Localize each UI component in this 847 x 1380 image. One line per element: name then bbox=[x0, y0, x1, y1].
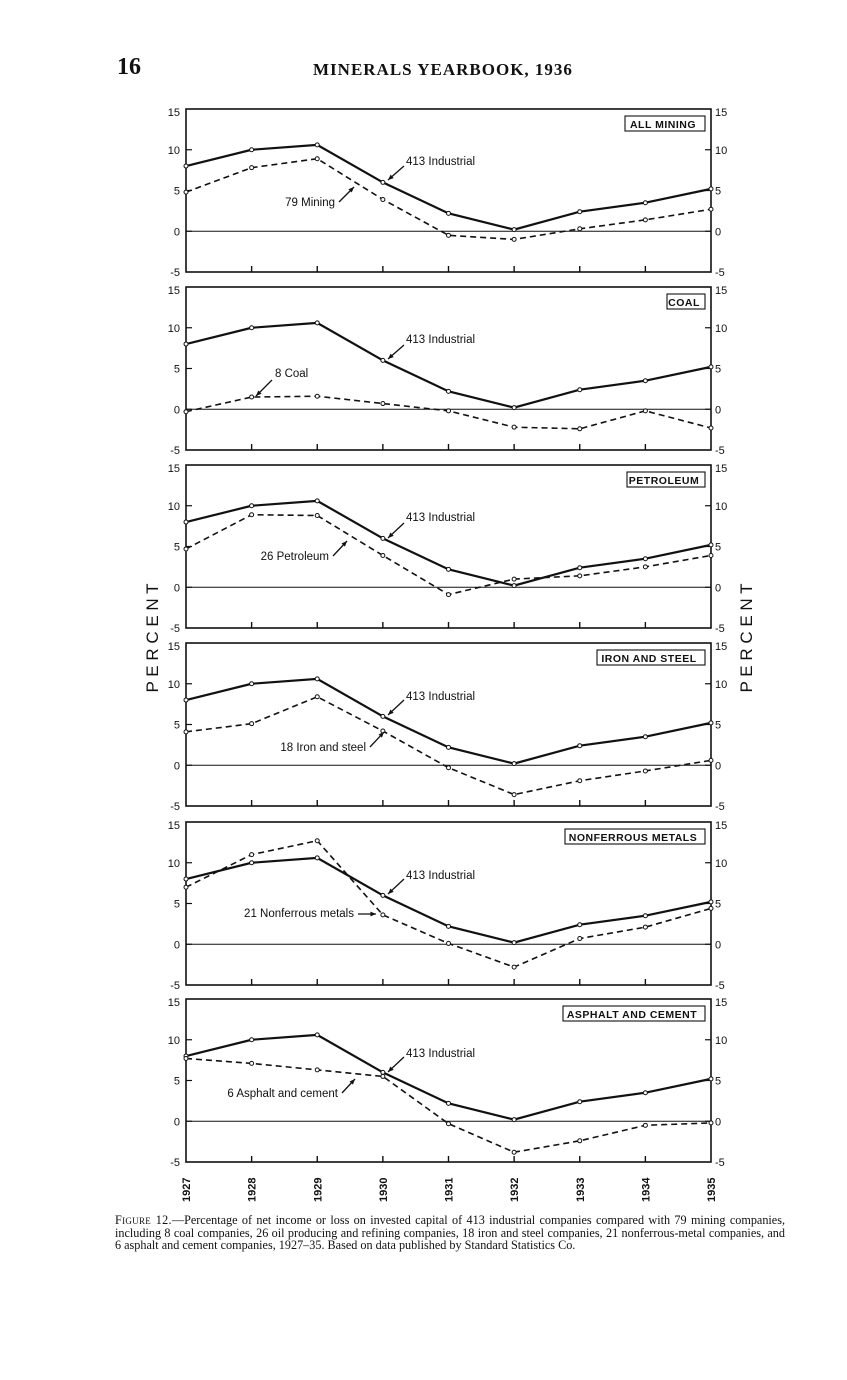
data-point bbox=[643, 201, 647, 205]
data-point bbox=[447, 409, 451, 413]
data-point bbox=[184, 410, 188, 414]
data-point bbox=[315, 394, 319, 398]
data-point bbox=[381, 553, 385, 557]
data-point bbox=[643, 409, 647, 413]
y-tick-label-right: -5 bbox=[715, 801, 725, 813]
y-tick-label-left: 0 bbox=[173, 582, 180, 595]
panel-frame bbox=[186, 287, 711, 450]
data-point bbox=[184, 885, 188, 889]
data-point bbox=[381, 197, 385, 201]
y-tick-label-left: -5 bbox=[170, 801, 180, 813]
y-tick-label-right: 0 bbox=[715, 760, 722, 773]
data-point bbox=[315, 499, 319, 503]
data-point bbox=[250, 148, 254, 152]
data-point bbox=[447, 593, 451, 597]
data-point bbox=[512, 762, 516, 766]
y-tick-label-right: 10 bbox=[715, 500, 728, 513]
chart-panel bbox=[168, 107, 728, 279]
data-point bbox=[643, 914, 647, 918]
y-tick-label-right: 0 bbox=[715, 582, 722, 595]
y-tick-label-left: 10 bbox=[167, 144, 180, 157]
data-point bbox=[447, 766, 451, 770]
data-point bbox=[447, 745, 451, 749]
data-point bbox=[643, 769, 647, 773]
y-tick-label-left: 5 bbox=[173, 1075, 180, 1088]
data-point bbox=[315, 157, 319, 161]
data-point bbox=[578, 210, 582, 214]
panel-frame bbox=[186, 465, 711, 628]
data-point bbox=[381, 1074, 385, 1078]
data-point bbox=[578, 427, 582, 431]
data-point bbox=[381, 893, 385, 897]
data-point bbox=[578, 566, 582, 570]
data-point bbox=[512, 425, 516, 429]
data-point bbox=[709, 906, 713, 910]
data-point bbox=[250, 722, 254, 726]
data-point bbox=[643, 379, 647, 383]
data-point bbox=[578, 388, 582, 392]
y-axis-label-left: P E R C E N T bbox=[143, 583, 162, 693]
data-point bbox=[250, 1061, 254, 1065]
annotation-arrow-head bbox=[370, 912, 376, 917]
data-point bbox=[512, 1118, 516, 1122]
y-tick-label-right: 10 bbox=[715, 144, 728, 157]
y-tick-label-left: 10 bbox=[167, 857, 180, 870]
y-tick-label-left: 15 bbox=[167, 820, 180, 832]
data-point bbox=[184, 1056, 188, 1060]
y-tick-label-right: 5 bbox=[715, 898, 722, 911]
series-label-comparison: 79 Mining bbox=[285, 197, 335, 209]
data-point bbox=[184, 730, 188, 734]
data-point bbox=[643, 218, 647, 222]
series-label-industrial: 413 Industrial bbox=[406, 1048, 476, 1060]
y-tick-label-right: -5 bbox=[715, 1157, 725, 1169]
data-point bbox=[512, 584, 516, 588]
x-tick-label: 1935 bbox=[706, 1177, 718, 1202]
y-tick-label-right: 0 bbox=[715, 1116, 722, 1129]
chart-panel bbox=[168, 285, 728, 457]
y-tick-label-left: -5 bbox=[170, 980, 180, 992]
data-point bbox=[315, 695, 319, 699]
y-tick-label-left: 15 bbox=[167, 463, 180, 475]
y-tick-label-right: 15 bbox=[715, 820, 728, 832]
x-tick-label: 1932 bbox=[509, 1177, 522, 1202]
y-tick-label-right: 0 bbox=[715, 226, 722, 239]
y-tick-label-right: 5 bbox=[715, 541, 722, 554]
data-point bbox=[250, 504, 254, 508]
y-tick-label-right: 15 bbox=[715, 463, 728, 475]
y-tick-label-right: -5 bbox=[715, 623, 725, 635]
x-tick-label: 1933 bbox=[574, 1177, 587, 1202]
y-tick-label-right: 10 bbox=[715, 1034, 728, 1047]
x-tick-label: 1928 bbox=[246, 1177, 259, 1202]
data-point bbox=[250, 853, 254, 857]
y-tick-label-right: -5 bbox=[715, 980, 725, 992]
data-point bbox=[578, 923, 582, 927]
data-point bbox=[512, 965, 516, 969]
data-point bbox=[512, 237, 516, 241]
series-label-industrial: 413 Industrial bbox=[406, 870, 476, 882]
data-point bbox=[447, 1101, 451, 1105]
series-label-comparison: 6 Asphalt and cement bbox=[227, 1088, 338, 1100]
page-number: 16 bbox=[117, 54, 141, 80]
y-tick-label-left: 0 bbox=[173, 1116, 180, 1129]
data-point bbox=[315, 856, 319, 860]
y-tick-label-left: -5 bbox=[170, 1157, 180, 1169]
y-tick-label-right: -5 bbox=[715, 445, 725, 457]
data-point bbox=[512, 1150, 516, 1154]
data-point bbox=[315, 677, 319, 681]
y-tick-label-right: 5 bbox=[715, 363, 722, 376]
data-point bbox=[315, 143, 319, 147]
y-tick-label-left: 5 bbox=[173, 719, 180, 732]
y-axis-label-right: P E R C E N T bbox=[737, 583, 756, 693]
panel-title: IRON AND STEEL bbox=[601, 653, 697, 665]
data-point bbox=[447, 567, 451, 571]
data-point bbox=[381, 913, 385, 917]
data-point bbox=[381, 536, 385, 540]
data-point bbox=[709, 758, 713, 762]
data-point bbox=[643, 925, 647, 929]
series-label-industrial: 413 Industrial bbox=[406, 334, 476, 346]
y-tick-label-left: 15 bbox=[167, 641, 180, 653]
data-point bbox=[512, 228, 516, 232]
data-point bbox=[250, 682, 254, 686]
y-tick-label-left: 0 bbox=[173, 404, 180, 417]
chart-panel bbox=[168, 997, 728, 1202]
data-point bbox=[184, 190, 188, 194]
panel-frame bbox=[186, 643, 711, 806]
data-point bbox=[250, 326, 254, 330]
panel-frame bbox=[186, 109, 711, 272]
caption-text: —Percentage of net income or loss on invested capital of 413 industrial companies compared with 79 mining companies, including 8 coal companies, 26 oil producing and refining companies, 18 iron and steel companies, 21 nonferrous-metal companies, and 6 asphalt and cement companies, 1927–35. Based on data published by Standard Statistics Co. bbox=[115, 1213, 785, 1252]
data-point bbox=[709, 721, 713, 725]
data-point bbox=[512, 577, 516, 581]
panel-frame bbox=[186, 822, 711, 985]
data-point bbox=[578, 574, 582, 578]
data-point bbox=[709, 1121, 713, 1125]
y-tick-label-left: 10 bbox=[167, 500, 180, 513]
y-tick-label-left: 5 bbox=[173, 363, 180, 376]
panel-title: COAL bbox=[668, 297, 700, 309]
caption-label: Figure 12. bbox=[115, 1213, 172, 1227]
data-point bbox=[709, 426, 713, 430]
data-point bbox=[709, 187, 713, 191]
panel-title: PETROLEUM bbox=[628, 475, 700, 487]
data-point bbox=[184, 698, 188, 702]
data-point bbox=[447, 924, 451, 928]
data-point bbox=[643, 557, 647, 561]
panel-title: ALL MINING bbox=[629, 119, 697, 131]
y-tick-label-left: 0 bbox=[173, 226, 180, 239]
y-tick-label-left: 15 bbox=[167, 107, 180, 119]
data-point bbox=[315, 514, 319, 518]
data-point bbox=[709, 1077, 713, 1081]
y-tick-label-right: 15 bbox=[715, 997, 728, 1009]
data-point bbox=[315, 321, 319, 325]
data-point bbox=[381, 358, 385, 362]
data-point bbox=[709, 365, 713, 369]
panel-frame bbox=[186, 999, 711, 1162]
y-tick-label-left: 5 bbox=[173, 185, 180, 198]
data-point bbox=[250, 395, 254, 399]
series-label-industrial: 413 Industrial bbox=[406, 512, 476, 524]
data-point bbox=[447, 389, 451, 393]
data-point bbox=[250, 166, 254, 170]
data-point bbox=[578, 779, 582, 783]
series-label-comparison: 26 Petroleum bbox=[260, 551, 329, 563]
y-tick-label-right: 0 bbox=[715, 939, 722, 952]
data-point bbox=[643, 1123, 647, 1127]
chart-panel bbox=[168, 463, 728, 635]
data-point bbox=[184, 547, 188, 551]
y-tick-label-right: 15 bbox=[715, 107, 728, 119]
data-point bbox=[184, 877, 188, 881]
y-tick-label-right: 10 bbox=[715, 322, 728, 335]
chart-panel bbox=[168, 820, 728, 992]
data-point bbox=[315, 1068, 319, 1072]
data-point bbox=[447, 1122, 451, 1126]
y-tick-label-left: 0 bbox=[173, 939, 180, 952]
y-tick-label-left: 5 bbox=[173, 541, 180, 554]
y-tick-label-left: 5 bbox=[173, 898, 180, 911]
data-point bbox=[578, 937, 582, 941]
x-tick-label: 1929 bbox=[312, 1177, 325, 1202]
y-tick-label-right: 5 bbox=[715, 1075, 722, 1088]
data-point bbox=[709, 543, 713, 547]
y-tick-label-left: 10 bbox=[167, 678, 180, 691]
series-label-comparison: 8 Coal bbox=[275, 368, 309, 380]
x-tick-label: 1931 bbox=[443, 1177, 456, 1202]
y-tick-label-right: 5 bbox=[715, 719, 722, 732]
data-point bbox=[512, 406, 516, 410]
data-point bbox=[381, 402, 385, 406]
data-point bbox=[709, 900, 713, 904]
series-label-comparison: 21 Nonferrous metals bbox=[244, 908, 354, 920]
y-tick-label-right: 0 bbox=[715, 404, 722, 417]
y-tick-label-right: -5 bbox=[715, 267, 725, 279]
y-tick-label-left: -5 bbox=[170, 623, 180, 635]
panel-title: NONFERROUS METALS bbox=[568, 832, 698, 844]
data-point bbox=[250, 513, 254, 517]
y-tick-label-right: 5 bbox=[715, 185, 722, 198]
y-tick-label-right: 15 bbox=[715, 641, 728, 653]
data-point bbox=[512, 941, 516, 945]
series-label-comparison: 18 Iron and steel bbox=[280, 742, 366, 754]
series-label-industrial: 413 Industrial bbox=[406, 691, 476, 703]
data-point bbox=[315, 839, 319, 843]
y-tick-label-right: 10 bbox=[715, 857, 728, 870]
running-head: MINERALS YEARBOOK, 1936 bbox=[313, 60, 573, 79]
data-point bbox=[512, 793, 516, 797]
data-point bbox=[250, 861, 254, 865]
data-point bbox=[447, 233, 451, 237]
data-point bbox=[381, 180, 385, 184]
series-line-comparison bbox=[186, 841, 711, 967]
series-line-comparison bbox=[186, 159, 711, 240]
x-tick-label: 1927 bbox=[181, 1177, 193, 1202]
data-point bbox=[315, 1033, 319, 1037]
data-point bbox=[184, 342, 188, 346]
y-tick-label-right: 10 bbox=[715, 678, 728, 691]
y-tick-label-right: 15 bbox=[715, 285, 728, 297]
y-tick-label-left: 10 bbox=[167, 322, 180, 335]
data-point bbox=[381, 1070, 385, 1074]
y-tick-label-left: 0 bbox=[173, 760, 180, 773]
data-point bbox=[643, 735, 647, 739]
x-tick-label: 1934 bbox=[640, 1177, 653, 1202]
data-point bbox=[709, 553, 713, 557]
y-tick-label-left: 15 bbox=[167, 285, 180, 297]
y-tick-label-left: -5 bbox=[170, 267, 180, 279]
y-tick-label-left: 15 bbox=[167, 997, 180, 1009]
data-point bbox=[578, 1139, 582, 1143]
data-point bbox=[184, 164, 188, 168]
series-label-industrial: 413 Industrial bbox=[406, 156, 476, 168]
data-point bbox=[578, 744, 582, 748]
x-tick-label: 1930 bbox=[377, 1177, 390, 1202]
panel-title: ASPHALT AND CEMENT bbox=[566, 1009, 698, 1021]
chart-panel bbox=[168, 641, 728, 813]
data-point bbox=[447, 211, 451, 215]
y-tick-label-left: 10 bbox=[167, 1034, 180, 1047]
data-point bbox=[447, 941, 451, 945]
data-point bbox=[184, 520, 188, 524]
figure-caption bbox=[115, 1214, 785, 1252]
data-point bbox=[643, 565, 647, 569]
data-point bbox=[643, 1091, 647, 1095]
data-point bbox=[250, 1038, 254, 1042]
y-tick-label-left: -5 bbox=[170, 445, 180, 457]
data-point bbox=[578, 1100, 582, 1104]
data-point bbox=[578, 227, 582, 231]
data-point bbox=[709, 207, 713, 211]
data-point bbox=[381, 714, 385, 718]
